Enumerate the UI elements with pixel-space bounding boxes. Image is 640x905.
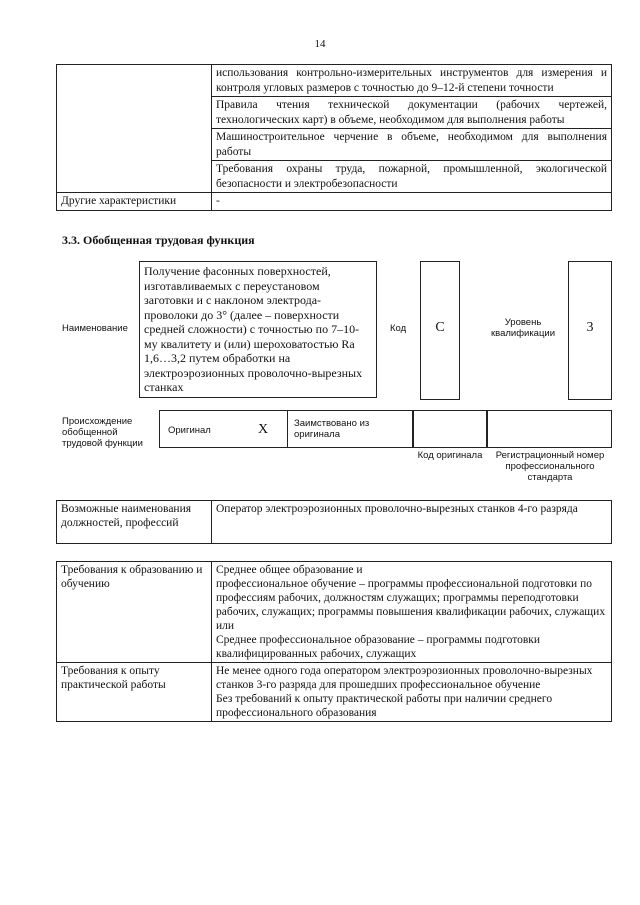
education-line: профессиональное обучение – программы профессиональной подготовки по профессиям рабочих, должностям служащих; программы переподготовки рабочих, служащих; программы повышения квалификации рабочих, служащих — [216, 578, 606, 618]
level-box — [568, 261, 612, 400]
knowledge-table — [56, 64, 612, 211]
requirements-table — [56, 561, 612, 722]
reg-number-caption: Регистрационный номер профессионального стандарта — [495, 450, 605, 483]
positions-value: Оператор электроэрозионных проволочно-вырезных станков 4-го разряда — [212, 501, 612, 544]
section-title: 3.3. Обобщенная трудовая функция — [62, 233, 255, 247]
experience-line: Без требований к опыту практической работы при наличии среднего профессионального образования — [216, 693, 553, 719]
original-label: Оригинал — [168, 425, 211, 436]
table-row — [57, 562, 612, 663]
empty-label-cell — [57, 65, 212, 193]
original-mark: X — [258, 422, 269, 437]
divider — [287, 410, 288, 447]
other-characteristics-label: Другие характеристики — [57, 193, 212, 211]
code-original-caption: Код оригинала — [417, 450, 483, 461]
education-value — [212, 562, 612, 663]
knowledge-cell: использования контрольно-измерительных инструментов для измерения и контроля угловых размеров с точностью до 9–12-й степени точности — [212, 65, 612, 97]
positions-label: Возможные наименования должностей, профессий — [57, 501, 212, 544]
table-row — [57, 65, 612, 97]
education-line: Среднее общее образование и — [216, 564, 363, 576]
experience-line: Не менее одного года оператором электроэрозионных проволочно-вырезных станков 3-го разряда для прошедших профессиональное обучение — [216, 665, 593, 691]
knowledge-cell: Машиностроительное черчение в объеме, необходимом для выполнения работы — [212, 129, 612, 161]
table-row — [57, 663, 612, 722]
code-original-box — [413, 410, 487, 448]
code-label: Код — [390, 323, 407, 334]
education-line: Среднее профессиональное образование – программы подготовки квалифицированных рабочих, служащих — [216, 634, 541, 660]
experience-value — [212, 663, 612, 722]
borrowed-label: Заимствовано из оригинала — [294, 418, 370, 440]
experience-label: Требования к опыту практической работы — [57, 663, 212, 722]
table-row — [57, 193, 612, 211]
page-number: 14 — [314, 38, 326, 50]
reg-number-box — [487, 410, 612, 448]
code-box — [420, 261, 460, 400]
other-characteristics-value: - — [212, 193, 612, 211]
knowledge-cell: Правила чтения технической документации (рабочих чертежей, технологических карт) в объеме, необходимом для выполнения работы — [212, 97, 612, 129]
code-value: C — [435, 320, 445, 335]
positions-table — [56, 500, 612, 544]
origin-label: Происхождение обобщенной трудовой функции — [62, 416, 143, 449]
education-label: Требования к образованию и обучению — [57, 562, 212, 663]
level-label: Уровень квалификации — [490, 317, 556, 339]
knowledge-cell: Требования охраны труда, пожарной, промышленной, экологической безопасности и электробезопасности — [212, 161, 612, 193]
table-row — [57, 501, 612, 544]
name-label: Наименование — [62, 323, 128, 334]
level-value: 3 — [586, 320, 594, 335]
education-line: или — [216, 620, 235, 632]
function-name-box: Получение фасонных поверхностей, изготавливаемых с переустановом заготовки и с наклоном электрода-проволоки до 3° (далее – поверхности средней сложности) с точностью по 7–10-му квалитету и (или) шероховатостью Ra 1,6…3,2 путем обработки на электроэрозионных проволочно-вырезных станках — [139, 261, 377, 398]
